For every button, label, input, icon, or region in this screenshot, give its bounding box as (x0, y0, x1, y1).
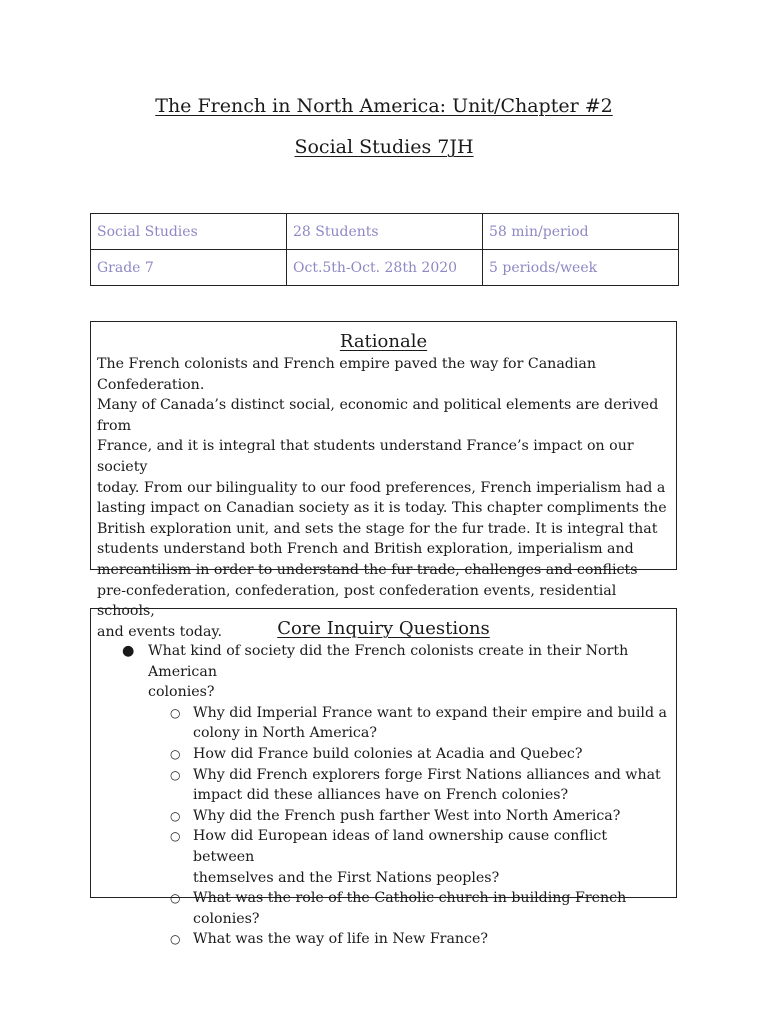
grade-cell: Grade 7 (91, 250, 287, 286)
question-line: What was the role of the Catholic church in building French colonies? (193, 890, 627, 927)
question-line: colonies? (148, 684, 215, 701)
question-line: colony in North America? (193, 725, 377, 742)
question-line: Why did Imperial France want to expand their empire and build a (193, 704, 668, 721)
sub-question (170, 744, 670, 765)
circle-bullet-icon: ○ (170, 767, 181, 782)
rationale-line: lasting impact on Canadian society as it is today. This chapter compliments the (97, 500, 667, 517)
inquiry-heading: Core Inquiry Questions (277, 618, 490, 639)
circle-bullet-icon: ○ (170, 808, 181, 823)
sub-question (170, 703, 670, 744)
sub-question (170, 929, 670, 950)
sub-question-list (148, 703, 670, 950)
document-title: The French in North America: Unit/Chapter #2 (155, 95, 613, 117)
question-list (97, 641, 670, 950)
sub-question (170, 826, 670, 888)
sub-question (170, 765, 670, 806)
circle-bullet-icon: ○ (170, 891, 181, 906)
question-line: themselves and the First Nations peoples? (193, 869, 500, 886)
question-line: What was the way of life in New France? (193, 931, 489, 948)
rationale-line: Many of Canada’s distinct social, economic and political elements are derived from (97, 397, 659, 434)
period-length-cell: 58 min/period (483, 214, 679, 250)
question-line: Why did French explorers forge First Nations alliances and what (193, 766, 661, 783)
student-count-cell: 28 Students (287, 214, 483, 250)
bullet-icon: ● (122, 643, 135, 659)
table-row (91, 214, 679, 250)
circle-bullet-icon: ○ (170, 746, 181, 761)
question-line: How did France build colonies at Acadia and Quebec? (193, 745, 583, 762)
rationale-text (97, 354, 670, 642)
rationale-line: France, and it is integral that students understand France’s impact on our society (97, 438, 634, 475)
rationale-line: British exploration unit, and sets the stage for the fur trade. It is integral that (97, 520, 658, 537)
rationale-heading: Rationale (339, 331, 428, 352)
question-line: impact did these alliances have on French colonies? (193, 787, 569, 804)
rationale-line: students understand both French and British exploration, imperialism and (97, 541, 634, 558)
rationale-line: today. From our bilinguality to our food preferences, French imperialism had a (97, 479, 666, 496)
question-line: Why did the French push farther West into North America? (193, 807, 621, 824)
periods-per-week-cell: 5 periods/week (483, 250, 679, 286)
inquiry-questions-box (90, 608, 677, 948)
date-range-cell: Oct.5th-Oct. 28th 2020 (287, 250, 483, 286)
main-question (119, 641, 670, 950)
circle-bullet-icon: ○ (170, 705, 181, 720)
rationale-line: pre-confederation, confederation, post confederation events, residential schools, (97, 582, 617, 620)
rationale-line: mercantilism in order to understand the fur trade, challenges and conflicts (97, 561, 638, 578)
rationale-line: and events today. (97, 623, 223, 640)
question-line: What kind of society did the French colonists create in their North American (148, 643, 629, 680)
document-subtitle: Social Studies 7JH (294, 136, 474, 158)
question-line: How did European ideas of land ownership cause conflict between (193, 828, 608, 865)
circle-bullet-icon: ○ (170, 829, 181, 844)
circle-bullet-icon: ○ (170, 932, 181, 947)
course-info-table (90, 213, 679, 286)
sub-question (170, 806, 670, 827)
sub-question (170, 888, 670, 929)
table-row (91, 250, 679, 286)
rationale-line: The French colonists and French empire paved the way for Canadian Confederation. (97, 356, 596, 393)
subject-cell: Social Studies (91, 214, 287, 250)
